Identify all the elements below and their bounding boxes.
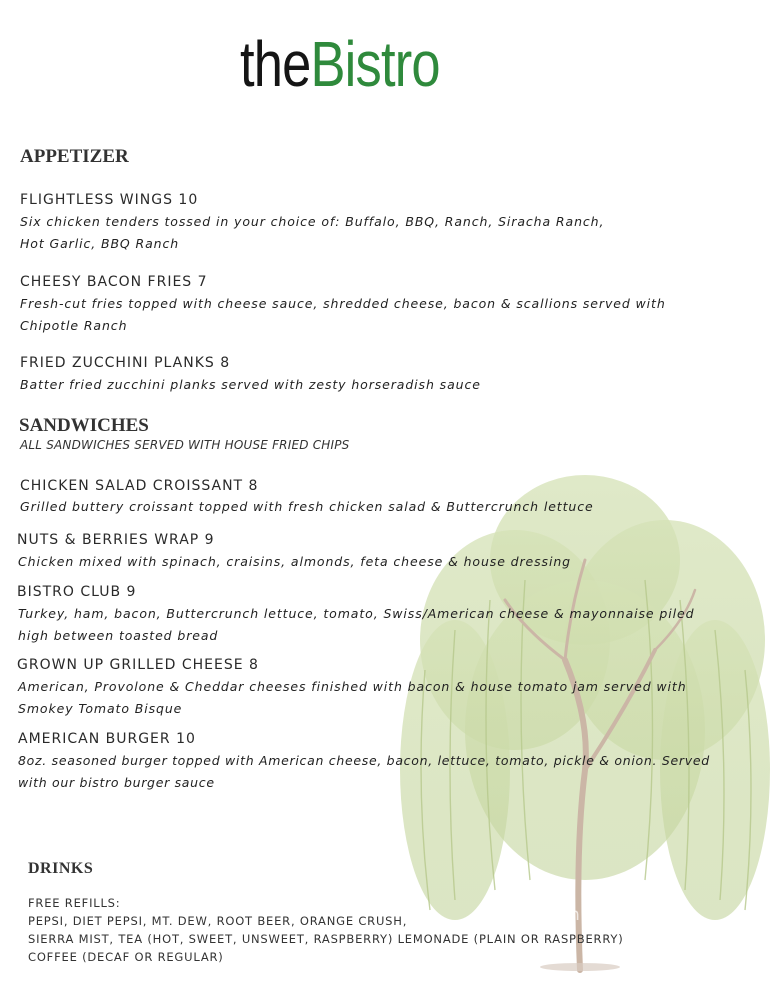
logo-the: the bbox=[240, 28, 311, 100]
logo-bistro: Bistro bbox=[310, 28, 440, 100]
menu-item-name: BISTRO CLUB 9 bbox=[17, 584, 137, 600]
menu-item-description: Chicken mixed with spinach, craisins, almonds, feta cheese & house dressing bbox=[18, 554, 571, 569]
menu-item-name: CHICKEN SALAD CROISSANT 8 bbox=[20, 478, 259, 494]
menu-item-description: Six chicken tenders tossed in your choice of: Buffalo, BBQ, Ranch, Siracha Ranch, Hot Garlic, BBQ Ranch bbox=[20, 214, 605, 251]
menu-item-name: AMERICAN BURGER 10 bbox=[18, 731, 196, 747]
drinks-line: SIERRA MIST, TEA (HOT, SWEET, UNSWEET, RASPBERRY) LEMONADE (PLAIN OR RASPBERRY) bbox=[28, 932, 624, 946]
watermark: menupix bbox=[540, 905, 622, 925]
drinks-line: COFFEE (DECAF OR REGULAR) bbox=[28, 950, 224, 964]
drinks-line: PEPSI, DIET PEPSI, MT. DEW, ROOT BEER, ORANGE CRUSH, bbox=[28, 914, 408, 928]
menu-item-description: Grilled buttery croissant topped with fresh chicken salad & Buttercrunch lettuce bbox=[20, 499, 594, 514]
menu-item-name: GROWN UP GRILLED CHEESE 8 bbox=[17, 657, 259, 673]
menu-item-description: American, Provolone & Cheddar cheeses finished with bacon & house tomato jam served with Smokey Tomato Bisque bbox=[18, 679, 687, 716]
menu-item-name: FRIED ZUCCHINI PLANKS 8 bbox=[20, 355, 231, 371]
appetizer-heading: APPETIZER bbox=[20, 146, 129, 167]
sandwiches-heading: SANDWICHES bbox=[19, 415, 149, 436]
menu-item-description: Fresh-cut fries topped with cheese sauce, shredded cheese, bacon & scallions served with Chipotle Ranch bbox=[20, 296, 666, 333]
sandwiches-note: ALL SANDWICHES SERVED WITH HOUSE FRIED CHIPS bbox=[20, 438, 350, 452]
willow-tree-illustration bbox=[395, 470, 773, 980]
drinks-heading: DRINKS bbox=[28, 860, 94, 877]
menu-item-name: NUTS & BERRIES WRAP 9 bbox=[17, 532, 215, 548]
drinks-line: FREE REFILLS: bbox=[28, 896, 121, 910]
menu-item-description: 8oz. seasoned burger topped with American cheese, bacon, lettuce, tomato, pickle & onion. Served with our bistro burger sauce bbox=[18, 753, 710, 790]
menu-item-name: CHEESY BACON FRIES 7 bbox=[20, 274, 208, 290]
menu-item-name: FLIGHTLESS WINGS 10 bbox=[20, 192, 199, 208]
menu-item-description: Turkey, ham, bacon, Buttercrunch lettuce, tomato, Swiss/American cheese & mayonnaise piled high between toasted bread bbox=[18, 606, 695, 643]
menu-item-description: Batter fried zucchini planks served with zesty horseradish sauce bbox=[20, 377, 481, 392]
restaurant-logo bbox=[240, 28, 440, 100]
